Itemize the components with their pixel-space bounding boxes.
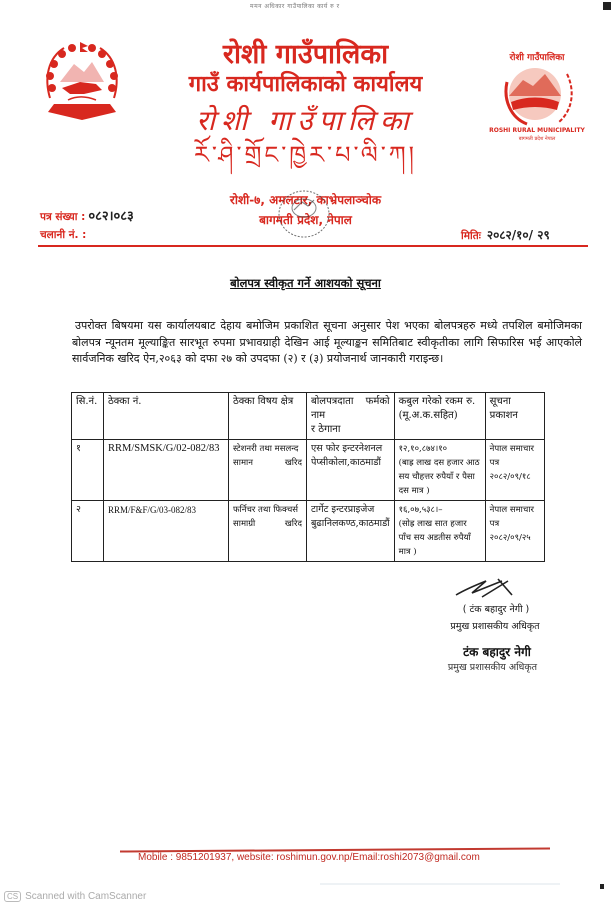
- org-name: रोशी गाउँपालिका: [222, 39, 389, 70]
- address-line-2: बागमती प्रदेश, नेपाल: [259, 213, 352, 227]
- org-name-script: रोशी गाउँपालिका: [196, 104, 415, 137]
- logo-text-ring: ROSHI RURAL MUNICIPALITY: [489, 127, 585, 134]
- header-amount: [394, 393, 485, 440]
- cell-sn: १: [72, 440, 104, 501]
- bidder-name: टार्गेट इन्टरप्राइजेज: [311, 504, 375, 515]
- header-bidder-line3: र ठेगाना: [311, 424, 341, 435]
- signature-icon: [452, 575, 518, 603]
- notice-body-text: उपरोक्त बिषयमा यस कार्यालयबाट देहाय बमोजिम प्रकाशित सूचना अनुसार पेश भएका बोलपत्रहरु मध्ये तपशिल बमोजिमका बोलपत्र न्यूनतम मूल्याङ्कित सारभूत रुपमा प्रभावग्राही देखिन आई मूल्याङ्कन समितिबाट स्वीकृतीका लागि सिफारिस भई आएकोले सार्वजनिक खरिद ऐन,२०६३ को दफा २७ को उपदफा (२) र (३) प्रयोजनार्थ जानकारी गराइन्छ।: [72, 319, 582, 365]
- publication-name: नेपाल समाचार पत्र: [489, 444, 534, 468]
- scan-artifact: [320, 883, 560, 885]
- stamp-title: प्रमुख प्रशासकीय अधिकृत: [447, 662, 538, 673]
- cell-sn: २: [72, 501, 104, 562]
- office-stamp-icon: [276, 188, 332, 240]
- cell-subject: स्टेशनरी तथा मसलन्द सामान खरिद: [229, 440, 307, 501]
- cell-contract-no: RRM/SMSK/G/02-082/83: [104, 440, 229, 501]
- date-label: मितिः: [461, 230, 481, 242]
- reference-value: ०८२।०८३: [88, 209, 134, 224]
- bidder-address: बुढानिलकण्ठ,काठमाडौं: [311, 518, 390, 529]
- table-row: [72, 501, 545, 562]
- bidder-name: एस फोर इन्टरनेशनल: [311, 443, 383, 454]
- date: [461, 226, 550, 243]
- stamp-name: टंक बहादुर नेगी: [463, 645, 531, 659]
- cell-contract-no: RRM/F&F/G/03-082/83: [104, 501, 229, 562]
- camscanner-watermark: [4, 891, 146, 902]
- header-amount-line1: कबुल गरेको रकम रु.: [398, 396, 476, 407]
- cell-bidder: [307, 440, 395, 501]
- table-header-row: [72, 393, 545, 440]
- header-subject: ठेक्का विषय क्षेत्र: [229, 393, 307, 440]
- reference-number: [40, 206, 134, 224]
- cell-subject: फर्निचर तथा फिक्चर्स सामाग्री खरिद: [229, 501, 307, 562]
- bid-table: [71, 392, 545, 562]
- notice-subject: बोलपत्र स्वीकृत गर्ने आशयको सूचना: [230, 276, 381, 290]
- scan-corner-mark: [600, 884, 604, 889]
- notice-body: [72, 318, 582, 368]
- dispatch-number-label: चलानी नं. :: [40, 229, 87, 241]
- logo-text-top: रोशी गाउँपालिका: [509, 53, 565, 63]
- cell-amount: [394, 440, 485, 501]
- header-sn: सि.नं.: [72, 393, 104, 440]
- signatory-name: ( टंक बहादुर नेगी ): [462, 604, 530, 615]
- header-divider: [38, 245, 588, 247]
- cell-bidder: [307, 501, 395, 562]
- amount-figure: १२,१०,८७४।१०: [398, 444, 448, 454]
- header-bidder-line1: बोलपत्रदाता फर्मको: [311, 396, 390, 407]
- date-value: २०८२/१०/ २९: [486, 228, 550, 242]
- footer-contact: Mobile : 9851201937, website: roshimun.gov.np/Email:roshi2073@gmail.com: [138, 852, 480, 863]
- reference-label: पत्र संख्या :: [40, 211, 86, 223]
- amount-words: (सोह्र लाख सात हजार पाँच सय अडतीस रुपैयाँ मात्र ): [398, 519, 471, 557]
- header-bidder-line2: नाम: [311, 410, 326, 421]
- scan-corner-mark: [603, 2, 611, 10]
- cell-amount: [394, 501, 485, 562]
- camscanner-text: Scanned with CamScanner: [25, 891, 147, 902]
- header-bidder: [307, 393, 395, 440]
- signatory-title: प्रमुख प्रशासकीय अधिकृत: [450, 621, 540, 632]
- publication-name: नेपाल समाचार पत्र: [489, 505, 534, 529]
- office-name: गाउँ कार्यपालिकाको कार्यालय: [188, 72, 423, 97]
- address-line-1: रोशी-७, अमलटार, काभ्रेपलाञ्चोक: [229, 193, 382, 207]
- amount-words: (बाह्र लाख दस हजार आठ सय चौहत्तर रुपैयाँ र पैसा दस मात्र ): [398, 458, 480, 496]
- bidder-address: पेप्सीकोला,काठमाडौं: [311, 457, 381, 468]
- logo-text-bottom: बागमती प्रदेश नेपाल: [518, 136, 556, 142]
- publication-date: २०८२/०९/२५: [489, 533, 531, 543]
- publication-date: २०८२/०९/१८: [489, 472, 531, 482]
- top-faint-text: ममन अधिकार गाउँपालिका कार्य रु र: [250, 3, 340, 10]
- table-row: [72, 440, 545, 501]
- cell-publication: [485, 440, 544, 501]
- header-publication: सूचना प्रकाशन: [485, 393, 544, 440]
- cell-publication: [485, 501, 544, 562]
- header-amount-line2: (मू.अ.क.सहित): [398, 410, 458, 421]
- camscanner-badge-icon: CS: [4, 891, 21, 902]
- header-contract-no: ठेक्का नं.: [104, 393, 229, 440]
- amount-figure: १६,०७,५३८।–: [398, 505, 443, 515]
- org-name-tibetan: རོ་ཤི་གྲོང་ཁྱེར་པ་ལི་ཀ།: [193, 141, 417, 169]
